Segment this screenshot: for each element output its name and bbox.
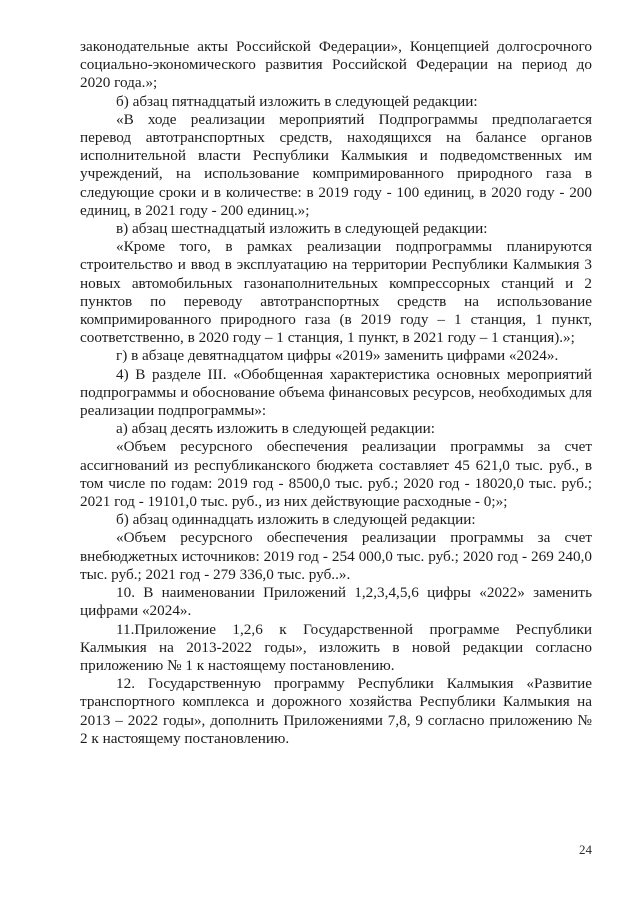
page-number: 24 [579,842,592,857]
paragraph-item-b-15: б) абзац пятнадцатый изложить в следующей редакции: [116,92,478,110]
paragraph-section-iii: 4) В разделе III. «Обобщенная характеристика основных мероприятий подпрограммы и обоснование объема финансовых ресурсов, необходимых для реализации подпрограммы»: [80,365,592,420]
paragraph-item-b-11: б) абзац одиннадцать изложить в следующей редакции: [116,511,476,529]
paragraph-point-10: 10. В наименовании Приложений 1,2,3,4,5,6 цифры «2022» заменить цифрами «2024». [80,584,592,620]
paragraph-quote-republic-budget: «Объем ресурсного обеспечения реализации программы за счет ассигнований из республиканского бюджета составляет 45 621,0 тыс. руб., в том числе по годам: 2019 год - 8500,0 тыс. руб.; 2020 год - 18020,0 тыс. руб.; 2021 год - 19101,0 тыс. руб., из них действующие расходные - 0;»; [80,438,592,511]
paragraph-point-12: 12. Государственную программу Республики Калмыкия «Развитие транспортного комплекса и дорожного хозяйства Республики Калмыкия на 2013 – 2022 годы», дополнить Приложениями 7,8, 9 согласно приложению № 2 к настоящему постановлению. [80,675,592,747]
paragraph-item-v-16: в) абзац шестнадцатый изложить в следующей редакции: [116,220,488,238]
paragraph-point-11: 11.Приложение 1,2,6 к Государственной программе Республики Калмыкия на 2013-2022 годы», изложить в новой редакции согласно приложению № 1 к настоящему постановлению. [80,620,592,674]
paragraph-quote-extrabudget: «Объем ресурсного обеспечения реализации программы за счет внебюджетных источников: 2019 год - 254 000,0 тыс. руб.; 2020 год - 269 240,0 тыс. руб.; 2021 год - 279 336,0 тыс. руб..». [80,529,592,583]
document-body [80,38,592,748]
paragraph-continuation: законодательные акты Российской Федерации», Концепцией долгосрочного социально-экономического развития Российской Федерации на период до 2020 года.»; [80,38,592,92]
paragraph-quote-stations: «Кроме того, в рамках реализации подпрограммы планируются строительство и ввод в эксплуатацию на территории Республики Калмыкия 3 новых автомобильных газонаполнительных компрессорных станций и 2 пунктов по переводу автотранспортных средств на использование компримированного природного газа (в 2019 году – 1 станция, 1 пункт, соответственно, в 2020 году – 1 станция, 1 пункт, в 2021 году – 1 станция).»; [80,238,592,347]
paragraph-quote-vehicles: «В ходе реализации мероприятий Подпрограммы предполагается перевод автотранспортных средств, находящихся на балансе органов исполнительной власти Республики Калмыкия и подведомственных им учреждений, на использование компримированного природного газа в следующие сроки и в количестве: в 2019 году - 100 единиц, в 2020 году - 200 единиц, в 2021 году - 200 единиц.»; [80,110,592,219]
paragraph-item-g-19: г) в абзаце девятнадцатом цифры «2019» заменить цифрами «2024». [116,347,559,365]
paragraph-item-a-10: а) абзац десять изложить в следующей редакции: [116,420,436,438]
